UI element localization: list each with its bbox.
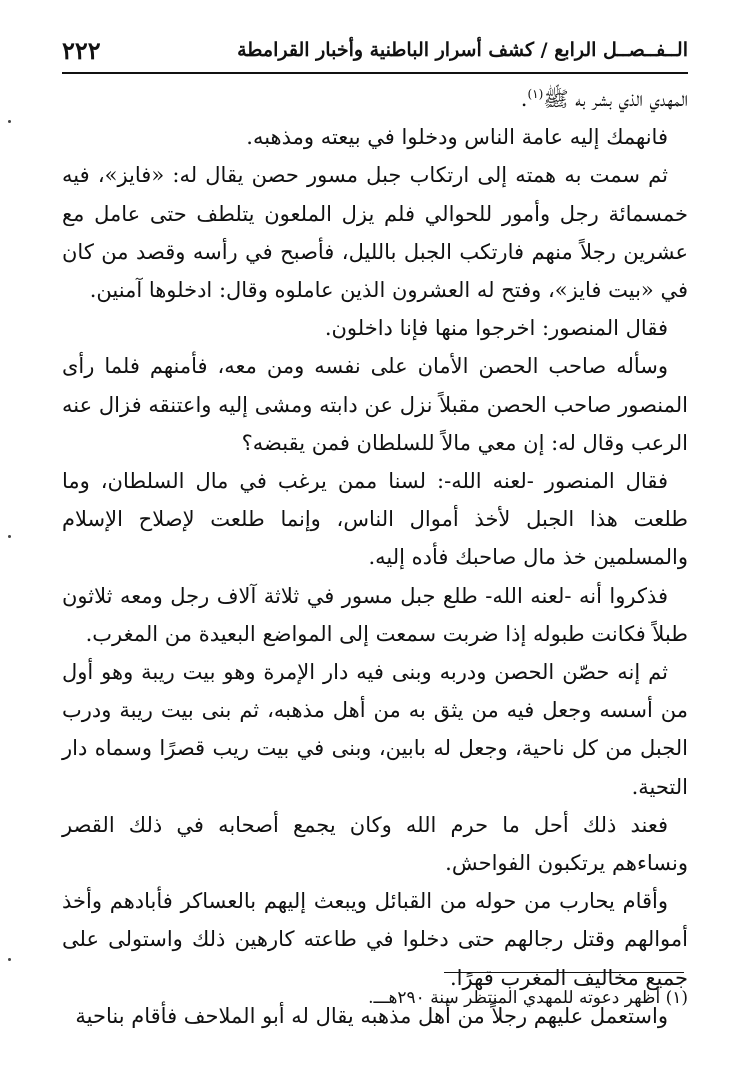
margin-speck [8, 535, 11, 538]
body-text [62, 80, 688, 1035]
paragraph: وأقام يحارب من حوله من القبائل ويبعث إليهم بالعساكر فأبادهم وأخذ أموالهم وقتل رجالهم حتى دخلوا في طاعته كارهين ذلك واستولى على جميع مخاليف المغرب قهرًا. [62, 889, 688, 990]
paragraph: وسأله صاحب الحصن الأمان على نفسه ومن معه، فأمنهم فلما رأى المنصور صاحب الحصن مقبلاً نزل عن دابته ومشى إليه واعتنقه فزال عنه الرعب وقال له: إن معي مالاً للسلطان فمن يقبضه؟ [62, 354, 688, 455]
header-rule [62, 72, 688, 74]
footnote [62, 984, 688, 1012]
footnote-reference: (١) [527, 87, 544, 101]
paragraph: فانهمك إليه عامة الناس ودخلوا في بيعته ومذهبه. [246, 125, 668, 150]
running-title: الــفــصــل الرابع / كشف أسرار الباطنية وأخبار القرامطة [237, 39, 688, 61]
paragraph: فقال المنصور -لعنه الله-: لسنا ممن يرغب في مال السلطان، وما طلعت هذا الجبل لأخذ أموال الناس، وإنما طلعت لإصلاح الإسلام والمسلمين خذ مال صاحبك فأده إليه. [62, 469, 688, 570]
paragraph: المهدي الذي بشر به ﷺ$^{(١)}$. [520, 87, 688, 111]
paragraph: واستعمل عليهم رجلاً من أهل مذهبه يقال له أبو الملاحف فأقام بناحية [75, 1003, 668, 1028]
paragraph: فعند ذلك أحل ما حرم الله وكان يجمع أصحابه في ذلك القصر ونساءهم يرتكبون الفواحش. [62, 812, 688, 876]
page-number: ٢٢٢ [62, 35, 101, 65]
paragraph: فقال المنصور: اخرجوا منها فإنا داخلون. [324, 316, 668, 341]
paragraph: فذكروا أنه -لعنه الله- طلع جبل مسور في ثلاثة آلاف رجل ومعه ثلاثون طبلاً فكانت طبوله إذا ضربت سمعت إلى المواضع البعيدة من المغرب. [62, 583, 688, 646]
footnote-text: أظهر دعوته للمهدي المنتظر سنة ٢٩٠هـــ. [368, 988, 661, 1008]
page-header [62, 30, 688, 70]
paragraph: ثم إنه حصّن الحصن ودربه وبنى فيه دار الإمرة وهو بيت ريبة وهو أول من أسسه وجعل فيه من يثق به من أهل مذهبه، ثم بنى بيت ريبة ودرب الجبل من كل ناحية، وجعل له بابين، وبنى في بيت ريب قصرًا وسماه دار التحية. [62, 660, 688, 799]
footnote-separator [444, 972, 684, 973]
paragraph: ثم سمت به همته إلى ارتكاب جبل مسور حصن يقال له: «فايز»، فيه خمسمائة رجل وأمور للحوالي فلم يزل الملعون يتلطف حتى عامل مع عشرين رجلاً منهم فارتكب الجبل بالليل، فأصبح في رأسه وقصد من كان في «بيت فايز»، وفتح له العشرون الذين عاملوه وقال: ادخلوها آمنين. [62, 163, 688, 303]
margin-speck [8, 958, 11, 961]
margin-speck [8, 120, 11, 123]
footnote-marker: (١) [665, 988, 688, 1008]
